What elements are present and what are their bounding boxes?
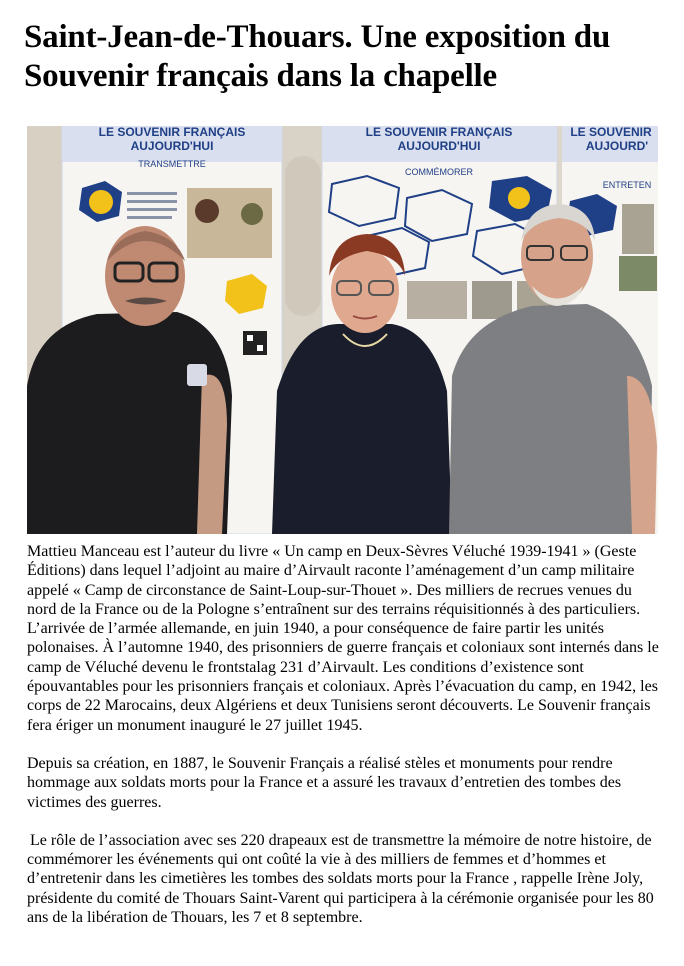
banner-2-title-line2: AUJOURD'HUI (397, 139, 481, 153)
article-title: Saint-Jean-de-Thouars. Une exposition du Souvenir français dans la chapelle (24, 19, 611, 94)
banner-3-title-line2: AUJOURD' (585, 139, 649, 153)
banner-3-photo (619, 256, 657, 291)
banner-1-photo (187, 188, 272, 258)
banner-3-title-line1: LE SOUVENIR (570, 126, 652, 139)
article-paragraph: Le rôle de l’association avec ses 220 drapeaux est de transmettre la mémoire de notre histoire, de commémorer les événements qui ont coûté la vie à des milliers de femmes et d’hommes et d’entretenir dans les cimetières les tombes des soldats morts pour la France , rappelle Irène Joly, présidente du comité de Thouars Saint-Varent qui participera à la cérémonie organisée pour les 80 ans de la libération de Thouars, les 7 et 8 septembre. (27, 831, 654, 927)
banner-1-title-line1: LE SOUVENIR FRANÇAIS (98, 126, 246, 139)
banner-2-photo-2 (472, 281, 512, 319)
shirt-logo (187, 364, 207, 386)
article-photo (27, 126, 658, 534)
article-body (27, 542, 663, 946)
banner-2-title-line1: LE SOUVENIR FRANÇAIS (365, 126, 513, 139)
chapel-window (285, 156, 321, 316)
banner-1-section: TRANSMETTRE (138, 159, 206, 169)
banner-3-section: ENTRETEN (602, 180, 652, 190)
banner-2-photo-1 (407, 281, 467, 319)
article-paragraph: Mattieu Manceau est l’auteur du livre « Un camp en Deux-Sèvres Véluché 1939-1941 » (Geste Éditions) dans lequel l’adjoint au maire d’Airvault raconte l’aménagement d’un camp militaire appelé « Camp de circonstance de Saint-Loup-sur-Thouet ». Des milliers de recrues venues du nord de la France ou de la Pologne s’entraînent sur des terrains réquisitionnés à des particuliers. L’arrivée de l’armée allemande, en juin 1940, a pour conséquence de faire partir les unités polonaises. À l’automne 1940, des prisonniers de guerre français et coloniaux sont internés dans le camp de Véluché devenu le frontstalag 231 d’Airvault. Les conditions d’existence sont épouvantables pour les prisonniers français et coloniaux. Après l’évacuation du camp, en 1942, les corps de 22 Marocains, deux Algériens et deux Tunisiens seront découverts. Le Souvenir français fera ériger un monument inauguré le 27 juillet 1945. (27, 543, 659, 734)
qr-code (243, 331, 267, 355)
banner-2-section: COMMÉMORER (405, 167, 473, 177)
article-paragraph: Depuis sa création, en 1887, le Souvenir Français a réalisé stèles et monuments pour rendre hommage aux soldats morts pour la France et a assuré les travaux d’entretien des tombes des victimes des guerres. (27, 754, 622, 811)
banner-1-title-line2: AUJOURD'HUI (130, 139, 214, 153)
